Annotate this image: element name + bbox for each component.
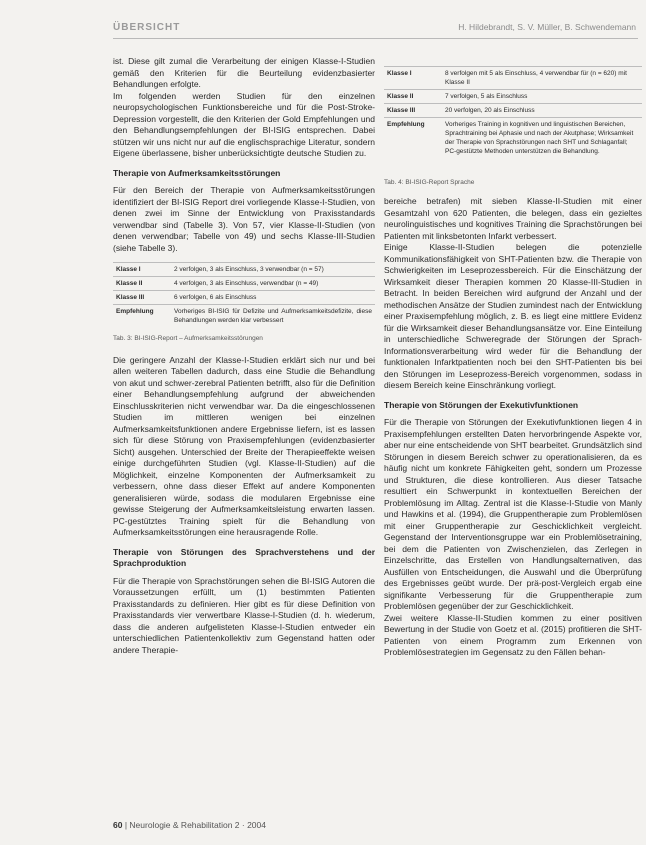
table-4 xyxy=(384,66,642,158)
table-cell-value: Vorheriges BI-ISIG für Defizite und Aufmerksamkeitsdefizite, diese Behandlungen werden klar verbessert xyxy=(171,305,375,328)
table-row xyxy=(113,305,375,328)
table-row xyxy=(384,90,642,104)
table-row xyxy=(384,67,642,90)
table-row xyxy=(113,263,375,277)
table-row xyxy=(384,118,642,159)
paragraph: Zwei weitere Klasse-II-Studien kommen zu einer positiven Bewertung in der Studie von Goetz et al. (2015) profitieren die SHT-Patienten von einem Programm zum Erkennen von Problemlösestrategien im Gegensatz zu den Fällen behan- xyxy=(384,612,642,657)
table-cell-value: 4 verfolgen, 3 als Einschluss, verwendbar (n = 49) xyxy=(171,277,375,291)
paragraph: Die geringere Anzahl der Klasse-I-Studien erklärt sich nur und bei allen weiteren Tabellen dadurch, dass eine Studie die Behandlung von akut und schwer-zerebral Patienten betrifft, also für die Definition einer Behandlungsempfehlung aufgrund der abweichenden Einschlusskriterien nicht verwendbar war. Da die eingeschlossenen Studien im mittleren wenigen bei einzelnen Aufmerksamkeitsfunktionen andere Ergebnisse liefern, ist es lassen sich für diese Störung von Praxisempfehlungen (evidenzbasierter Sicht) ausgehen. Unterschied der Breite der Therapieeffekte weisen einige durchgeführten Studien (vgl. Klasse-II-Studien) auf die Möglichkeit, einzelne Komponenten der Aufmerksamkeit zu verbessern, ohne dass dieser Effekt auf andere Komponenten generalisieren würde, sodass die modularen Ergebnisse eine gewisse Steigerung der Aufmerksamkeitsleistung erwarten lassen. PC-gestütztes Training spielt für die Behandlung von Aufmerksamkeitsstörungen eine herausragende Rolle. xyxy=(113,354,375,537)
heading-attention: Therapie von Aufmerksamkeitsstörungen xyxy=(113,167,281,178)
table-cell-key: Klasse I xyxy=(113,263,171,277)
running-header-authors: H. Hildebrandt, S. V. Müller, B. Schwendemann xyxy=(458,22,636,32)
table-row xyxy=(113,291,375,305)
table-cell-value: 2 verfolgen, 3 als Einschluss, 3 verwendbar (n = 57) xyxy=(171,263,375,277)
table-cell-value: 7 verfolgen, 5 als Einschluss xyxy=(442,90,642,104)
table-3-caption: Tab. 3: BI-ISIG-Report – Aufmerksamkeitsstörungen xyxy=(113,335,263,342)
table-cell-value: Vorheriges Training in kognitiven und linguistischen Bereichen, Sprachtraining bei Aphasie und nach der Akutphase; Wirksamkeit der Therapie von Sprachstörungen nach SHT und Schlaganfall; PC-gestützte Methoden unterstützen die Behandlung. xyxy=(442,118,642,159)
paragraph: Für die Therapie von Störungen der Exekutivfunktionen liegen 4 in Praxisempfehlungen erstellten Daten hervorbringende Aspekte vor, aber nur eine entscheidende von SHT bearbeitet. Grundsätzlich sind Störungen in diesem Bereich schwer zu operationalisieren, da es häufig nicht um konkrete Fähigkeiten geht, sondern um Prozesse und Strukturen, die diese kontrollieren. Aus dieser Tatsache resultiert ein Schwerpunkt in kontextuellen Bereichen der Problemlösung im Alltag. Zentral ist die Klasse-I-Studie von Manly und Hawkins et al. (1994), die Gruppentherapie zum Problemlösen mit einer Gruppentherapie zur Geschicklichkeit vergleicht. Gegenstand der Interventionsgruppe war ein Problemlösetraining, bei dem die Patienten von Zwischenzielen, das Zerlegen in Einzelschritte, das Erstellen von Handlungsalternativen, das Ausfüllen von Entscheidungen, die Auswahl und die Überprüfung des Ergebnisses geübt wurde. Der prä-post-Vergleich ergab eine signifikante Verbesserung für die Gruppentherapie zum Problemlösen gegenüber der zur Geschicklichkeit. xyxy=(384,417,642,611)
section-label: ÜBERSICHT xyxy=(113,22,181,33)
table-row xyxy=(384,104,642,118)
paragraph: Für die Therapie von Sprachstörungen sehen die BI-ISIG Autoren die Voraussetzungen erfüllt, um (1) bestimmten Patienten Praxisstandards zu definieren. Hier gibt es für diese Definition von Praxisstandards vier verwertbare Klasse-I-Studien (d. h. wiederum, dass die anderen aufgelisteten Klasse-I-Studien entweder ein unterschiedlichen Patientenkollektiv zum Gegenstand hatten oder andere Therapie- xyxy=(113,575,375,655)
table-cell-value: 8 verfolgen mit 5 als Einschluss, 4 verwendbar für (n = 620) mit Klasse II xyxy=(442,67,642,90)
paragraph: Für den Bereich der Therapie von Aufmerksamkeitsstörungen identifiziert der BI-ISIG Report drei vorliegende Klasse-I-Studien, von denen zwei im Sinne der Entwicklung von Praxisstandards verwendbar sind (Tabelle 3). Von 57, vier Klasse-II-Studien (von denen verwendbar; Tabelle von 49) und sechs Klasse-III-Studien (siehe Tabelle 3). xyxy=(113,185,375,253)
table-cell-value: 20 verfolgen, 20 als Einschluss xyxy=(442,104,642,118)
heading-executive: Therapie von Störungen der Exekutivfunktionen xyxy=(384,399,579,410)
table-cell-value: 6 verfolgen, 6 als Einschluss xyxy=(171,291,375,305)
table-row xyxy=(113,277,375,291)
left-column xyxy=(113,56,375,656)
table-cell-key: Klasse II xyxy=(113,277,171,291)
paragraph: ist. Diese gilt zumal die Verarbeitung der einigen Klasse-I-Studien gemäß den Kriterien für die Beurteilung evidenzbasierter Behandlungen erfolgte. xyxy=(113,56,375,89)
paragraph: bereiche betrafen) mit sieben Klasse-II-Studien mit einer Gesamtzahl von 620 Patienten, die belegen, dass ein gezieltes neurolinguistisches und kognitives Training die Sprachstörungen bei Patienten mit linksbetonten Infarkt verbessert. xyxy=(384,196,642,241)
paragraph: Im folgenden werden Studien für den einzelnen neuropsychologischen Funktionsbereiche und für die Post-Stroke-Depression vorgestellt, die den Kriterien der Gold Empfehlungen und den Behandlungsempfehlungen der BI-ISIG entsprechen. Dabei stützen wir uns nicht nur auf die englischsprachige Literatur, sondern Eigene überlassene, bisher unberücksichtigte deutsche Studien zu. xyxy=(113,90,375,158)
footer-divider: | xyxy=(124,820,130,830)
table-cell-key: Empfehlung xyxy=(384,118,442,159)
page-number: 60 xyxy=(113,820,123,830)
header-divider xyxy=(113,38,638,39)
paragraph: Einige Klasse-II-Studien belegen die potenzielle Kommunikationsfähigkeit von SHT-Patienten bzw. die Therapie von Schwierigkeiten im Leseprozessbereich. Für die Einschätzung der Wirksamkeit dieser Therapien kommen 20 Klasse-III-Studien in Betracht. In beiden Bereichen wird aufgrund der Anzahl und der methodischen Ansätze der Studien zumindest nach der Entwicklung einer Praxisempfehlung möglich, z. B. es liegt eine mittlere Evidenz für die Wirksamkeit dieser Behandlungsansätze vor. Eine Einteilung in unterschiedliche Schweregrade der Störungen der Sprach-Informationsverarbeitung wird weder für die Behandlung der funktionalen Infarktpatienten noch bei den SHT-Patienten bis bei den Störungen im Leseprozess-Bereich vorgenommen, sodass in diesem Bereich keine Einschränkung vorliegt. xyxy=(384,242,642,390)
table-3 xyxy=(113,262,375,327)
table-cell-key: Klasse III xyxy=(384,104,442,118)
table-4-caption: Tab. 4: BI-ISIG-Report Sprache xyxy=(384,179,475,186)
heading-language: Therapie von Störungen des Sprachverstehens und der Sprachproduktion xyxy=(113,546,375,568)
page-footer xyxy=(113,820,266,830)
table-cell-key: Klasse III xyxy=(113,291,171,305)
journal-name: Neurologie & Rehabilitation 2 · 2004 xyxy=(129,820,266,830)
table-cell-key: Empfehlung xyxy=(113,305,171,328)
table-cell-key: Klasse II xyxy=(384,90,442,104)
right-column xyxy=(384,196,642,659)
table-cell-key: Klasse I xyxy=(384,67,442,90)
